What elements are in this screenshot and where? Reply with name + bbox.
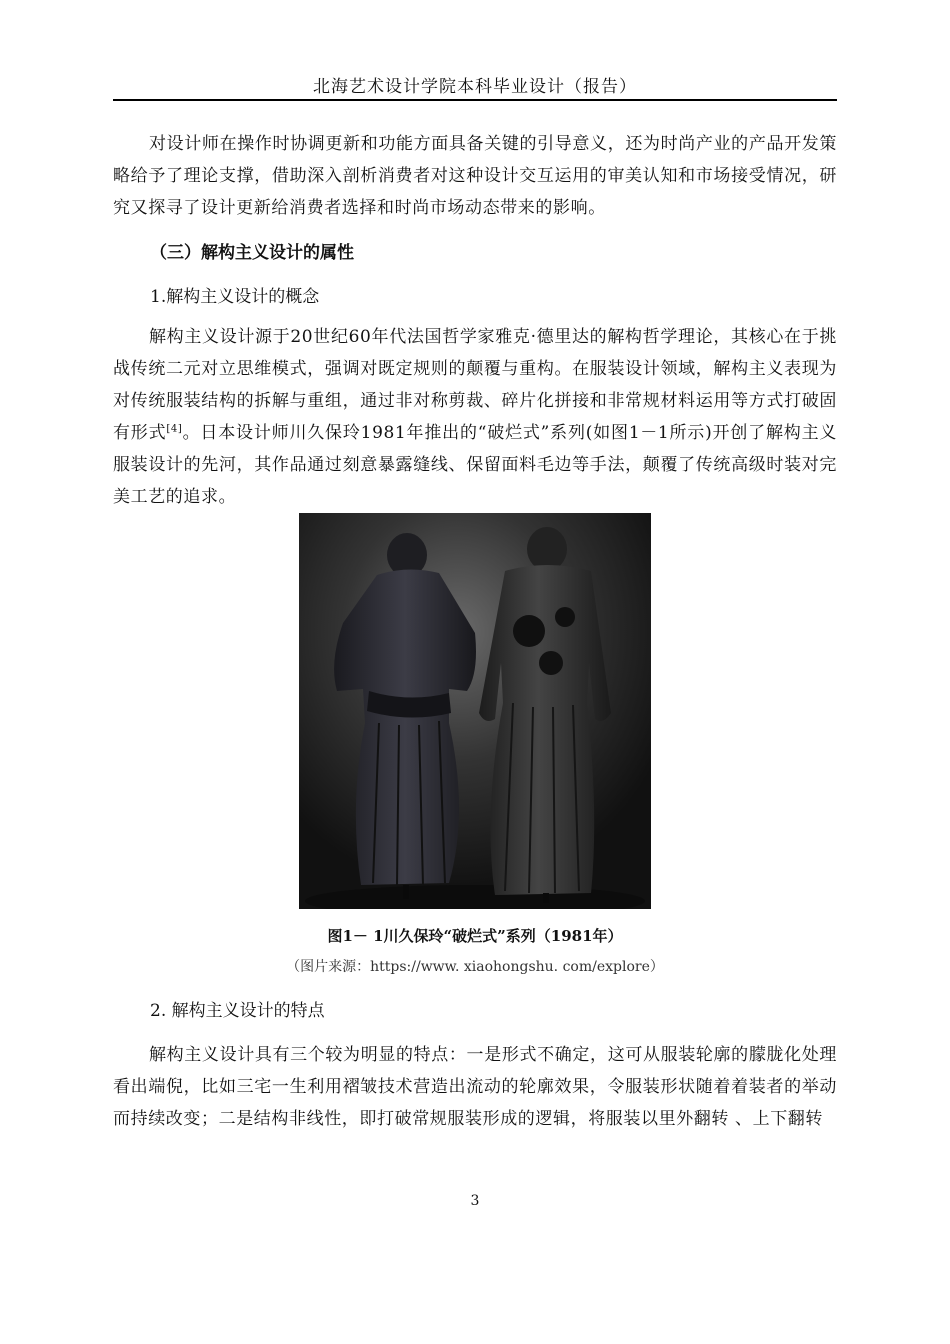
- subheading-features: 2. 解构主义设计的特点: [150, 1001, 325, 1021]
- figure-caption: 图1－ 1川久保玲“破烂式”系列（1981年）: [327, 927, 623, 945]
- page-header-title: 北海艺术设计学院本科毕业设计（报告）: [313, 77, 637, 97]
- section-heading: （三）解构主义设计的属性: [150, 243, 354, 263]
- garment-illustration: [299, 513, 651, 909]
- page-number: 3: [470, 1193, 480, 1209]
- paragraph-1: 对设计师在操作时协调更新和功能方面具备关键的引导意义，还为时尚产业的产品开发策略给予了理论支撑，借助深入剖析消费者对这种设计交互运用的审美认知和市场接受情况，研究又探寻了设计更新给消费者选择和时尚市场动态带来的影响。: [113, 134, 837, 218]
- subheading-concept: 1.解构主义设计的概念: [150, 287, 320, 307]
- garment-photo: [299, 513, 651, 909]
- paragraph-2-part-a: 解构主义设计源于20世纪60年代法国哲学家雅克·德里达的解构哲学理论，其核心在于挑战传统二元对立思维模式，强调对既定规则的颠覆与重构。在服装设计领域，解构主义表现为对传统服装结构的拆解与重组，通过非对称剪裁、碎片化拼接和非常规材料运用等方式打破固有形式: [113, 327, 837, 443]
- header-rule: [113, 99, 837, 101]
- citation-ref: [4]: [166, 423, 183, 435]
- paragraph-2-part-b: 。日本设计师川久保玲1981年推出的“破烂式”系列(如图1－1所示)开创了解构主义服装设计的先河，其作品通过刻意暴露缝线、保留面料毛边等手法，颠覆了传统高级时装对完美工艺的追求。: [113, 423, 837, 507]
- figure-source: （图片来源：https://www. xiaohongshu. com/explore）: [286, 959, 664, 975]
- paragraph-3: 解构主义设计具有三个较为明显的特点：一是形式不确定，这可从服装轮廓的朦胧化处理看出端倪，比如三宅一生利用褶皱技术营造出流动的轮廓效果，令服装形状随着着装者的举动而持续改变；二是结构非线性，即打破常规服装形成的逻辑，将服装以里外翻转 、上下翻转: [113, 1045, 837, 1129]
- paragraph-2: [113, 321, 837, 513]
